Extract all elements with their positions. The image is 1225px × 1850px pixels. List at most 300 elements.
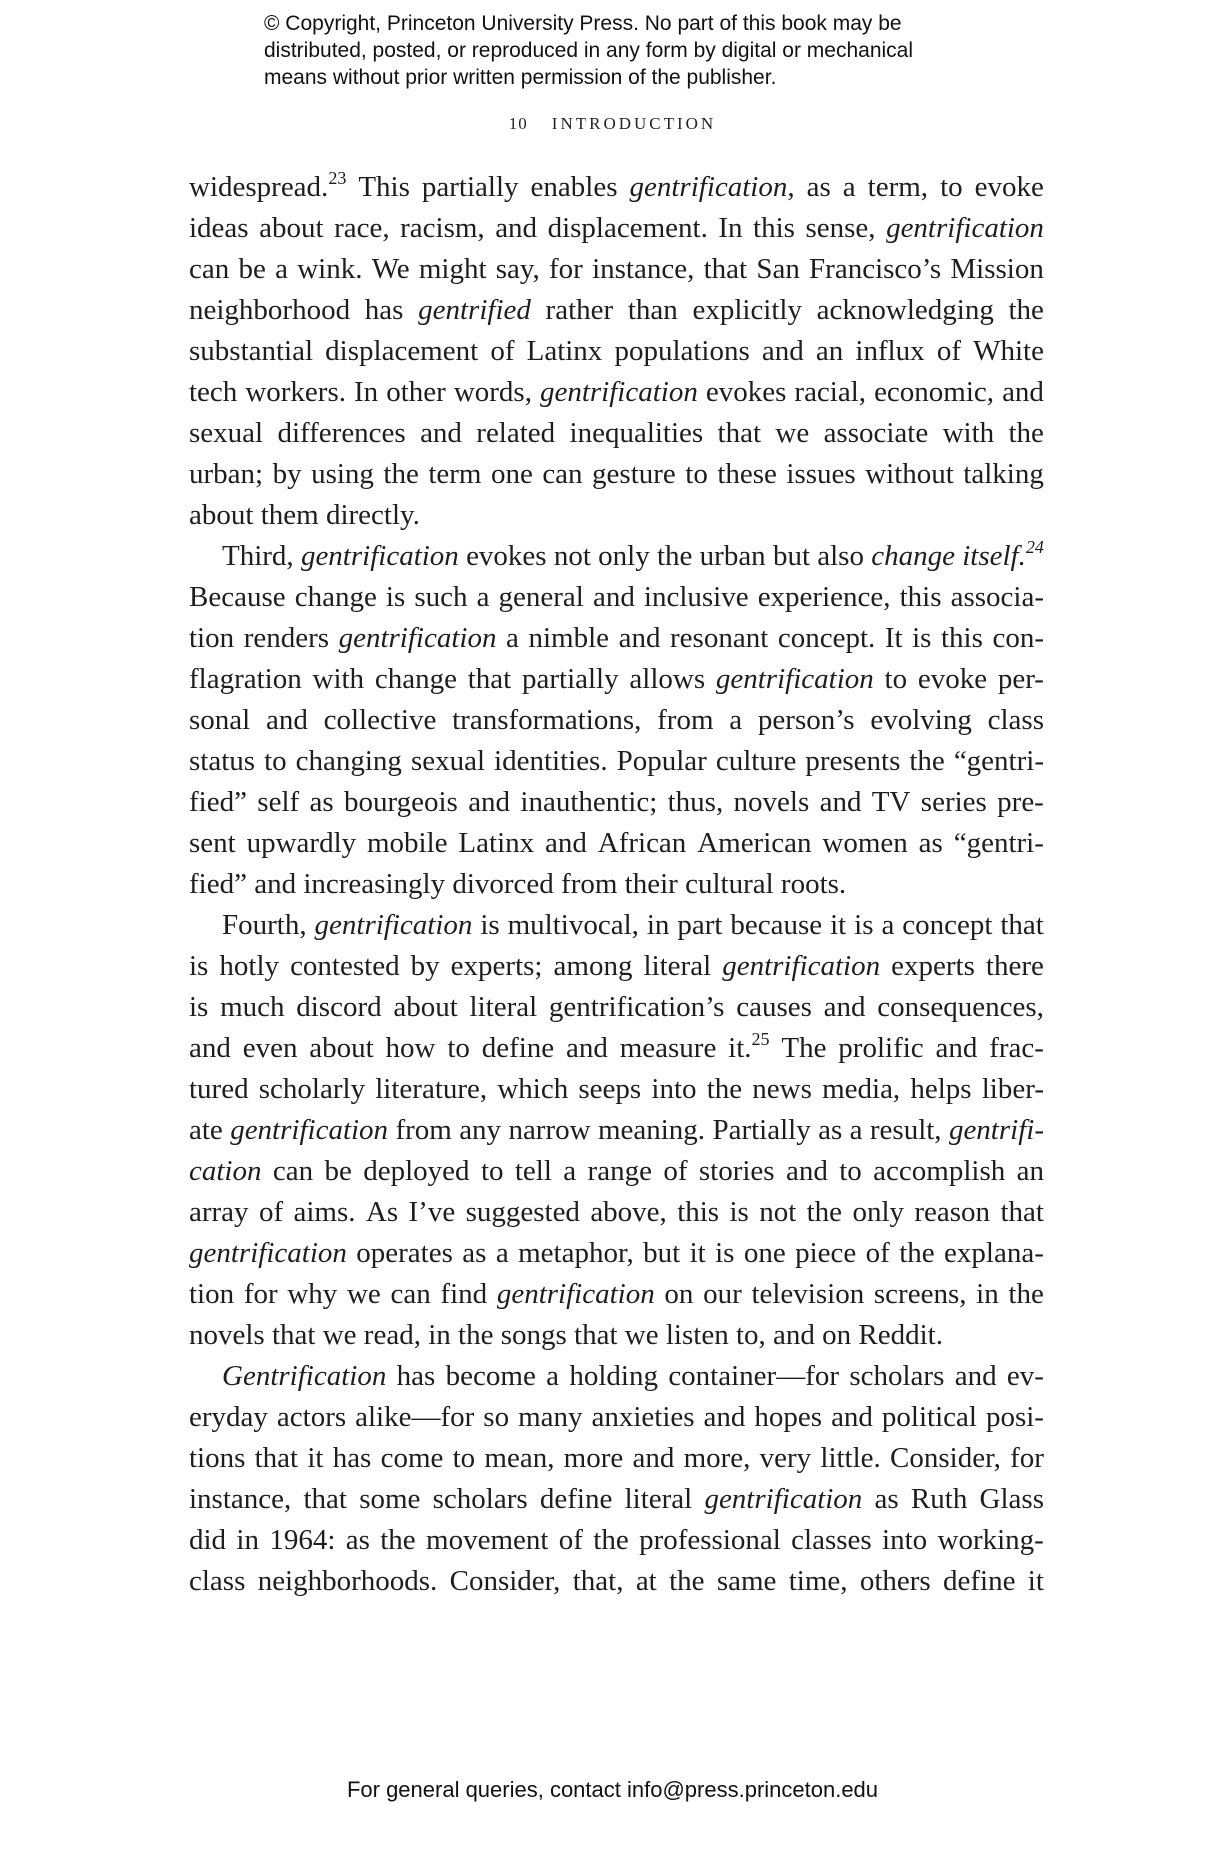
word: a: [495, 1237, 509, 1269]
word: change: [374, 663, 457, 695]
word: literal: [624, 1483, 693, 1515]
word: among: [553, 950, 633, 982]
word: such: [414, 581, 468, 613]
text-line: [189, 864, 1044, 905]
word: in: [428, 1319, 459, 1351]
word: tured: [189, 1073, 249, 1105]
word: associate: [823, 417, 929, 449]
word: concept: [902, 909, 993, 941]
word: experts;: [450, 950, 543, 982]
word: little.: [820, 1442, 881, 1474]
word: to: [480, 1155, 504, 1187]
word: by: [272, 458, 302, 490]
word: for: [1010, 1442, 1044, 1474]
word: enables: [530, 171, 618, 203]
word: gentrification: [300, 540, 459, 572]
text-line: [189, 331, 1044, 372]
word: more: [563, 1442, 624, 1474]
word: it: [307, 1442, 324, 1474]
word: as: [874, 1483, 899, 1515]
word: this: [677, 1196, 720, 1228]
word: literal: [643, 950, 712, 982]
word: to: [452, 1442, 476, 1474]
word: only: [598, 540, 650, 572]
word: and: [785, 1155, 828, 1187]
word: but: [643, 1237, 681, 1269]
word: for: [549, 253, 583, 285]
word: gentrified: [418, 294, 531, 326]
word: can: [542, 458, 583, 490]
word: we: [775, 417, 810, 449]
word: evokes: [466, 540, 547, 572]
word: cultural: [685, 868, 781, 900]
word: mobile: [367, 827, 448, 859]
word: racism,: [400, 212, 485, 244]
word: gentrification: [230, 1114, 389, 1146]
word: Latinx: [526, 335, 603, 367]
text-line: [189, 1233, 1044, 1274]
word: Reddit.: [858, 1319, 943, 1351]
word: this: [899, 581, 942, 613]
word: instance,: [592, 253, 695, 285]
word: deployed: [363, 1155, 470, 1187]
word: class: [987, 704, 1044, 736]
word: that: [703, 253, 748, 285]
word: gentrification: [722, 950, 881, 982]
text-line: [189, 659, 1044, 700]
word: to: [940, 171, 963, 203]
word: Popular: [616, 745, 707, 777]
word: that,: [572, 1565, 624, 1597]
copyright-line: distributed, posted, or reproduced in any form by digital or mechanical: [264, 39, 914, 62]
word: as: [918, 827, 943, 859]
word: roots.: [780, 868, 847, 900]
word: sexual: [189, 417, 264, 449]
word: that: [303, 1483, 347, 1515]
word: gentrification’s: [548, 991, 725, 1023]
word: sexual: [410, 745, 486, 777]
word: nimble: [528, 622, 610, 654]
word: “gentri-: [953, 827, 1044, 859]
word: an: [815, 335, 844, 367]
word: Glass: [979, 1483, 1044, 1515]
word: Because: [189, 581, 286, 613]
word: above,: [590, 1196, 667, 1228]
word: the: [909, 745, 945, 777]
word: professional: [639, 1524, 781, 1556]
word: displacement: [325, 335, 479, 367]
word: these: [717, 458, 777, 490]
word: without: [865, 458, 954, 490]
footnote-marker: 23: [328, 168, 347, 188]
word: discord: [296, 991, 382, 1023]
word: a: [881, 909, 895, 941]
word: tell: [514, 1155, 552, 1187]
word: using: [311, 458, 374, 490]
word: it: [689, 1237, 706, 1269]
text-line: [189, 700, 1044, 741]
word: a: [563, 1155, 577, 1187]
word: in: [236, 1524, 259, 1556]
word: and: [935, 1032, 978, 1064]
word: did: [189, 1524, 227, 1556]
word: political: [881, 1401, 977, 1433]
word: meaning.: [597, 1114, 706, 1146]
word: it.$^{25}$: [728, 1029, 770, 1064]
word: that: [717, 417, 762, 449]
word: posi-: [985, 1401, 1044, 1433]
word: not: [553, 540, 591, 572]
word: from: [657, 704, 714, 736]
word: tech: [189, 376, 238, 408]
word: White: [973, 335, 1044, 367]
text-line: [189, 782, 1044, 823]
word: even: [242, 1032, 298, 1064]
word: define: [481, 1032, 555, 1064]
word: measure: [619, 1032, 717, 1064]
word: and: [761, 335, 804, 367]
word: that: [467, 663, 512, 695]
word: women: [822, 827, 908, 859]
copyright-line: means without prior written permission of the publisher.: [264, 66, 777, 89]
word: stories: [698, 1155, 775, 1187]
word: is: [854, 909, 874, 941]
word: be: [324, 1155, 352, 1187]
word: Third,: [222, 540, 294, 572]
word: transformations,: [452, 704, 642, 736]
word: gentrification: [189, 1237, 347, 1269]
word: become: [445, 1360, 536, 1392]
word: substantial: [189, 335, 314, 367]
word: to: [264, 745, 287, 777]
word: by: [410, 950, 440, 982]
word: range: [587, 1155, 652, 1187]
word: is: [385, 581, 406, 613]
word: about: [189, 499, 261, 531]
word: Ruth: [910, 1483, 968, 1515]
word: and: [566, 1032, 608, 1064]
word: hopes: [754, 1401, 823, 1433]
word: literature,: [375, 1073, 488, 1105]
word: find: [440, 1278, 488, 1310]
word: Partially: [712, 1114, 811, 1146]
word: experts: [891, 950, 975, 982]
word: that: [254, 1442, 299, 1474]
word: widespread.$^{23}$: [189, 168, 347, 203]
word: This: [358, 171, 410, 203]
word: causes: [736, 991, 812, 1023]
text-line: [189, 290, 1044, 331]
text-line: [189, 1069, 1044, 1110]
word: working-: [937, 1524, 1044, 1556]
word: economic,: [874, 376, 995, 408]
word: inclusive: [643, 581, 749, 613]
word: Consider,: [890, 1442, 1001, 1474]
word: the: [380, 1524, 416, 1556]
text-line: [189, 1110, 1044, 1151]
word: a: [476, 581, 490, 613]
word: fied”: [189, 868, 255, 900]
word: ate: [189, 1114, 223, 1146]
word: operates: [356, 1237, 453, 1269]
word: change: [294, 581, 377, 613]
word: the: [669, 1565, 705, 1597]
word: gentrification,: [629, 171, 795, 203]
word: we: [322, 1319, 364, 1351]
page-number: 10: [508, 114, 528, 133]
word: con-: [992, 622, 1044, 654]
running-head: [0, 114, 1225, 134]
word: racial,: [794, 376, 867, 408]
word: to: [447, 1032, 470, 1064]
word: term,: [867, 171, 929, 203]
word: Mission: [950, 253, 1044, 285]
footnote-marker: 25: [751, 1029, 770, 1049]
word: as: [806, 171, 831, 203]
word: fied”: [189, 786, 247, 818]
word: seeps: [578, 1073, 642, 1105]
word: evokes: [705, 376, 787, 408]
word: frac-: [989, 1032, 1044, 1064]
word: the: [593, 1524, 629, 1556]
word: of: [258, 1196, 284, 1228]
word: We: [371, 253, 410, 285]
text-line: [189, 1479, 1044, 1520]
text-line: [189, 1356, 1044, 1397]
word: and: [632, 1442, 675, 1474]
word: as: [818, 1114, 843, 1146]
text-line: [189, 536, 1044, 577]
text-line: [189, 1028, 1044, 1069]
word: into: [651, 1073, 697, 1105]
word: is: [189, 950, 209, 982]
word: our: [703, 1278, 742, 1310]
word: songs: [500, 1319, 575, 1351]
word: of: [865, 1237, 890, 1269]
word: container—for: [668, 1360, 840, 1392]
body-text: [189, 167, 1044, 1602]
word: directly.: [325, 499, 420, 531]
word: in: [646, 909, 670, 941]
word: television: [751, 1278, 865, 1310]
word: general: [498, 581, 584, 613]
word: itself.$^{24}$: [962, 537, 1044, 572]
text-line: [189, 1397, 1044, 1438]
word: others: [859, 1565, 931, 1597]
word: collective: [323, 704, 437, 736]
word: mean,: [484, 1442, 555, 1474]
word: define: [539, 1483, 613, 1515]
word: be: [238, 253, 266, 285]
word: only: [852, 1196, 904, 1228]
word: same: [716, 1565, 777, 1597]
word: liber-: [981, 1073, 1044, 1105]
word: explicitly: [692, 294, 802, 326]
word: inauthentic;: [520, 786, 658, 818]
word: define: [943, 1565, 1016, 1597]
word: has: [332, 1442, 372, 1474]
word: workers.: [245, 376, 346, 408]
word: evolving: [870, 704, 972, 736]
word: suggested: [465, 1196, 580, 1228]
word: say,: [495, 253, 540, 285]
word: one: [490, 458, 533, 490]
word: holding: [569, 1360, 658, 1392]
word: consequences,: [877, 991, 1044, 1023]
text-line: [189, 495, 1044, 536]
text-line: [189, 167, 1044, 208]
word: evoke: [917, 663, 988, 695]
word: acknowledging: [816, 294, 994, 326]
word: Latinx: [458, 827, 535, 859]
text-line: [189, 1274, 1044, 1315]
word: changing: [295, 745, 402, 777]
word: alike—for: [355, 1401, 475, 1433]
word: novels: [189, 1319, 272, 1351]
word: eryday: [189, 1401, 268, 1433]
word: and: [592, 581, 635, 613]
word: change: [871, 540, 955, 572]
word: that: [1000, 1196, 1044, 1228]
word: not: [759, 1196, 797, 1228]
word: scholars: [849, 1360, 945, 1392]
word: media,: [822, 1073, 901, 1105]
text-line: [189, 1315, 1044, 1356]
word: talking: [963, 458, 1044, 490]
word: to: [685, 458, 708, 490]
text-line: [189, 618, 1044, 659]
word: explana-: [944, 1237, 1044, 1269]
word: the: [656, 540, 693, 572]
word: can: [189, 253, 230, 285]
word: populations: [614, 335, 750, 367]
word: prolific: [838, 1032, 924, 1064]
word: that: [574, 1319, 625, 1351]
text-line: [189, 987, 1044, 1028]
text-line: [189, 372, 1044, 413]
word: cation: [189, 1155, 262, 1187]
word: how: [385, 1032, 436, 1064]
word: their: [624, 868, 686, 900]
word: one: [743, 1237, 786, 1269]
text-line: [189, 1561, 1044, 1602]
copyright-line: © Copyright, Princeton University Press. No part of this book may be: [264, 12, 902, 35]
word: also: [817, 540, 864, 572]
word: the: [1008, 417, 1044, 449]
word: Francisco’s: [809, 253, 942, 285]
word: and: [189, 1032, 231, 1064]
word: in: [976, 1278, 999, 1310]
word: and: [831, 1401, 873, 1433]
word: to: [884, 663, 908, 695]
word: inequalities: [569, 417, 704, 449]
word: hotly: [219, 950, 280, 982]
word: It: [884, 622, 903, 654]
word: come: [380, 1442, 444, 1474]
word: because: [730, 909, 823, 941]
word: and: [545, 827, 587, 859]
word: upwardly: [246, 827, 357, 859]
text-line: [189, 413, 1044, 454]
word: words,: [453, 376, 532, 408]
word: is: [729, 1196, 749, 1228]
word: self: [257, 786, 300, 818]
word: Gentrification: [222, 1360, 387, 1392]
word: the: [383, 458, 419, 490]
word: renders: [243, 622, 330, 654]
word: contested: [290, 950, 400, 982]
word: bourgeois: [344, 786, 458, 818]
word: that: [1000, 909, 1044, 941]
word: them: [260, 499, 326, 531]
word: In: [354, 376, 379, 408]
word: instance,: [189, 1483, 292, 1515]
word: tion: [189, 622, 235, 654]
word: displacement.: [547, 212, 708, 244]
word: and: [773, 1319, 823, 1351]
word: result,: [869, 1114, 942, 1146]
word: a: [506, 622, 519, 654]
word: it: [1027, 1565, 1044, 1597]
word: and: [420, 417, 462, 449]
word: ev-: [1006, 1360, 1044, 1392]
word: movement: [426, 1524, 549, 1556]
word: is: [480, 909, 500, 941]
word: partially: [421, 171, 519, 203]
text-line: [189, 1520, 1044, 1561]
word: this: [753, 212, 795, 244]
word: a: [729, 704, 743, 736]
word: so: [483, 1401, 510, 1433]
word: The: [781, 1032, 827, 1064]
word: which: [497, 1073, 569, 1105]
word: a: [842, 171, 856, 203]
word: reason: [914, 1196, 991, 1228]
word: to,: [735, 1319, 774, 1351]
text-line: [189, 577, 1044, 618]
word: of: [663, 1155, 688, 1187]
section-title: INTRODUCTION: [551, 114, 717, 133]
word: actors: [276, 1401, 347, 1433]
word: neighborhoods.: [257, 1565, 438, 1597]
word: anxieties: [591, 1401, 695, 1433]
word: sent: [189, 827, 236, 859]
word: screens,: [873, 1278, 967, 1310]
word: African: [597, 827, 687, 859]
word: the: [1008, 1278, 1044, 1310]
word: flagration: [189, 663, 302, 695]
text-line: [189, 454, 1044, 495]
word: into: [882, 1524, 928, 1556]
word: concept.: [777, 622, 876, 654]
word: and: [703, 1401, 746, 1433]
word: wink.: [297, 253, 363, 285]
word: series: [920, 786, 987, 818]
word: Fourth,: [222, 909, 307, 941]
word: of: [936, 335, 961, 367]
word: literal: [469, 991, 538, 1023]
word: gentrification: [496, 1278, 655, 1310]
word: there: [985, 950, 1044, 982]
word: Consider,: [449, 1565, 561, 1597]
word: a: [275, 253, 288, 285]
word: and: [1002, 376, 1044, 408]
word: evoke: [974, 171, 1044, 203]
word: and: [254, 868, 304, 900]
word: presents: [805, 745, 901, 777]
word: but: [772, 540, 810, 572]
word: divorced: [452, 868, 562, 900]
